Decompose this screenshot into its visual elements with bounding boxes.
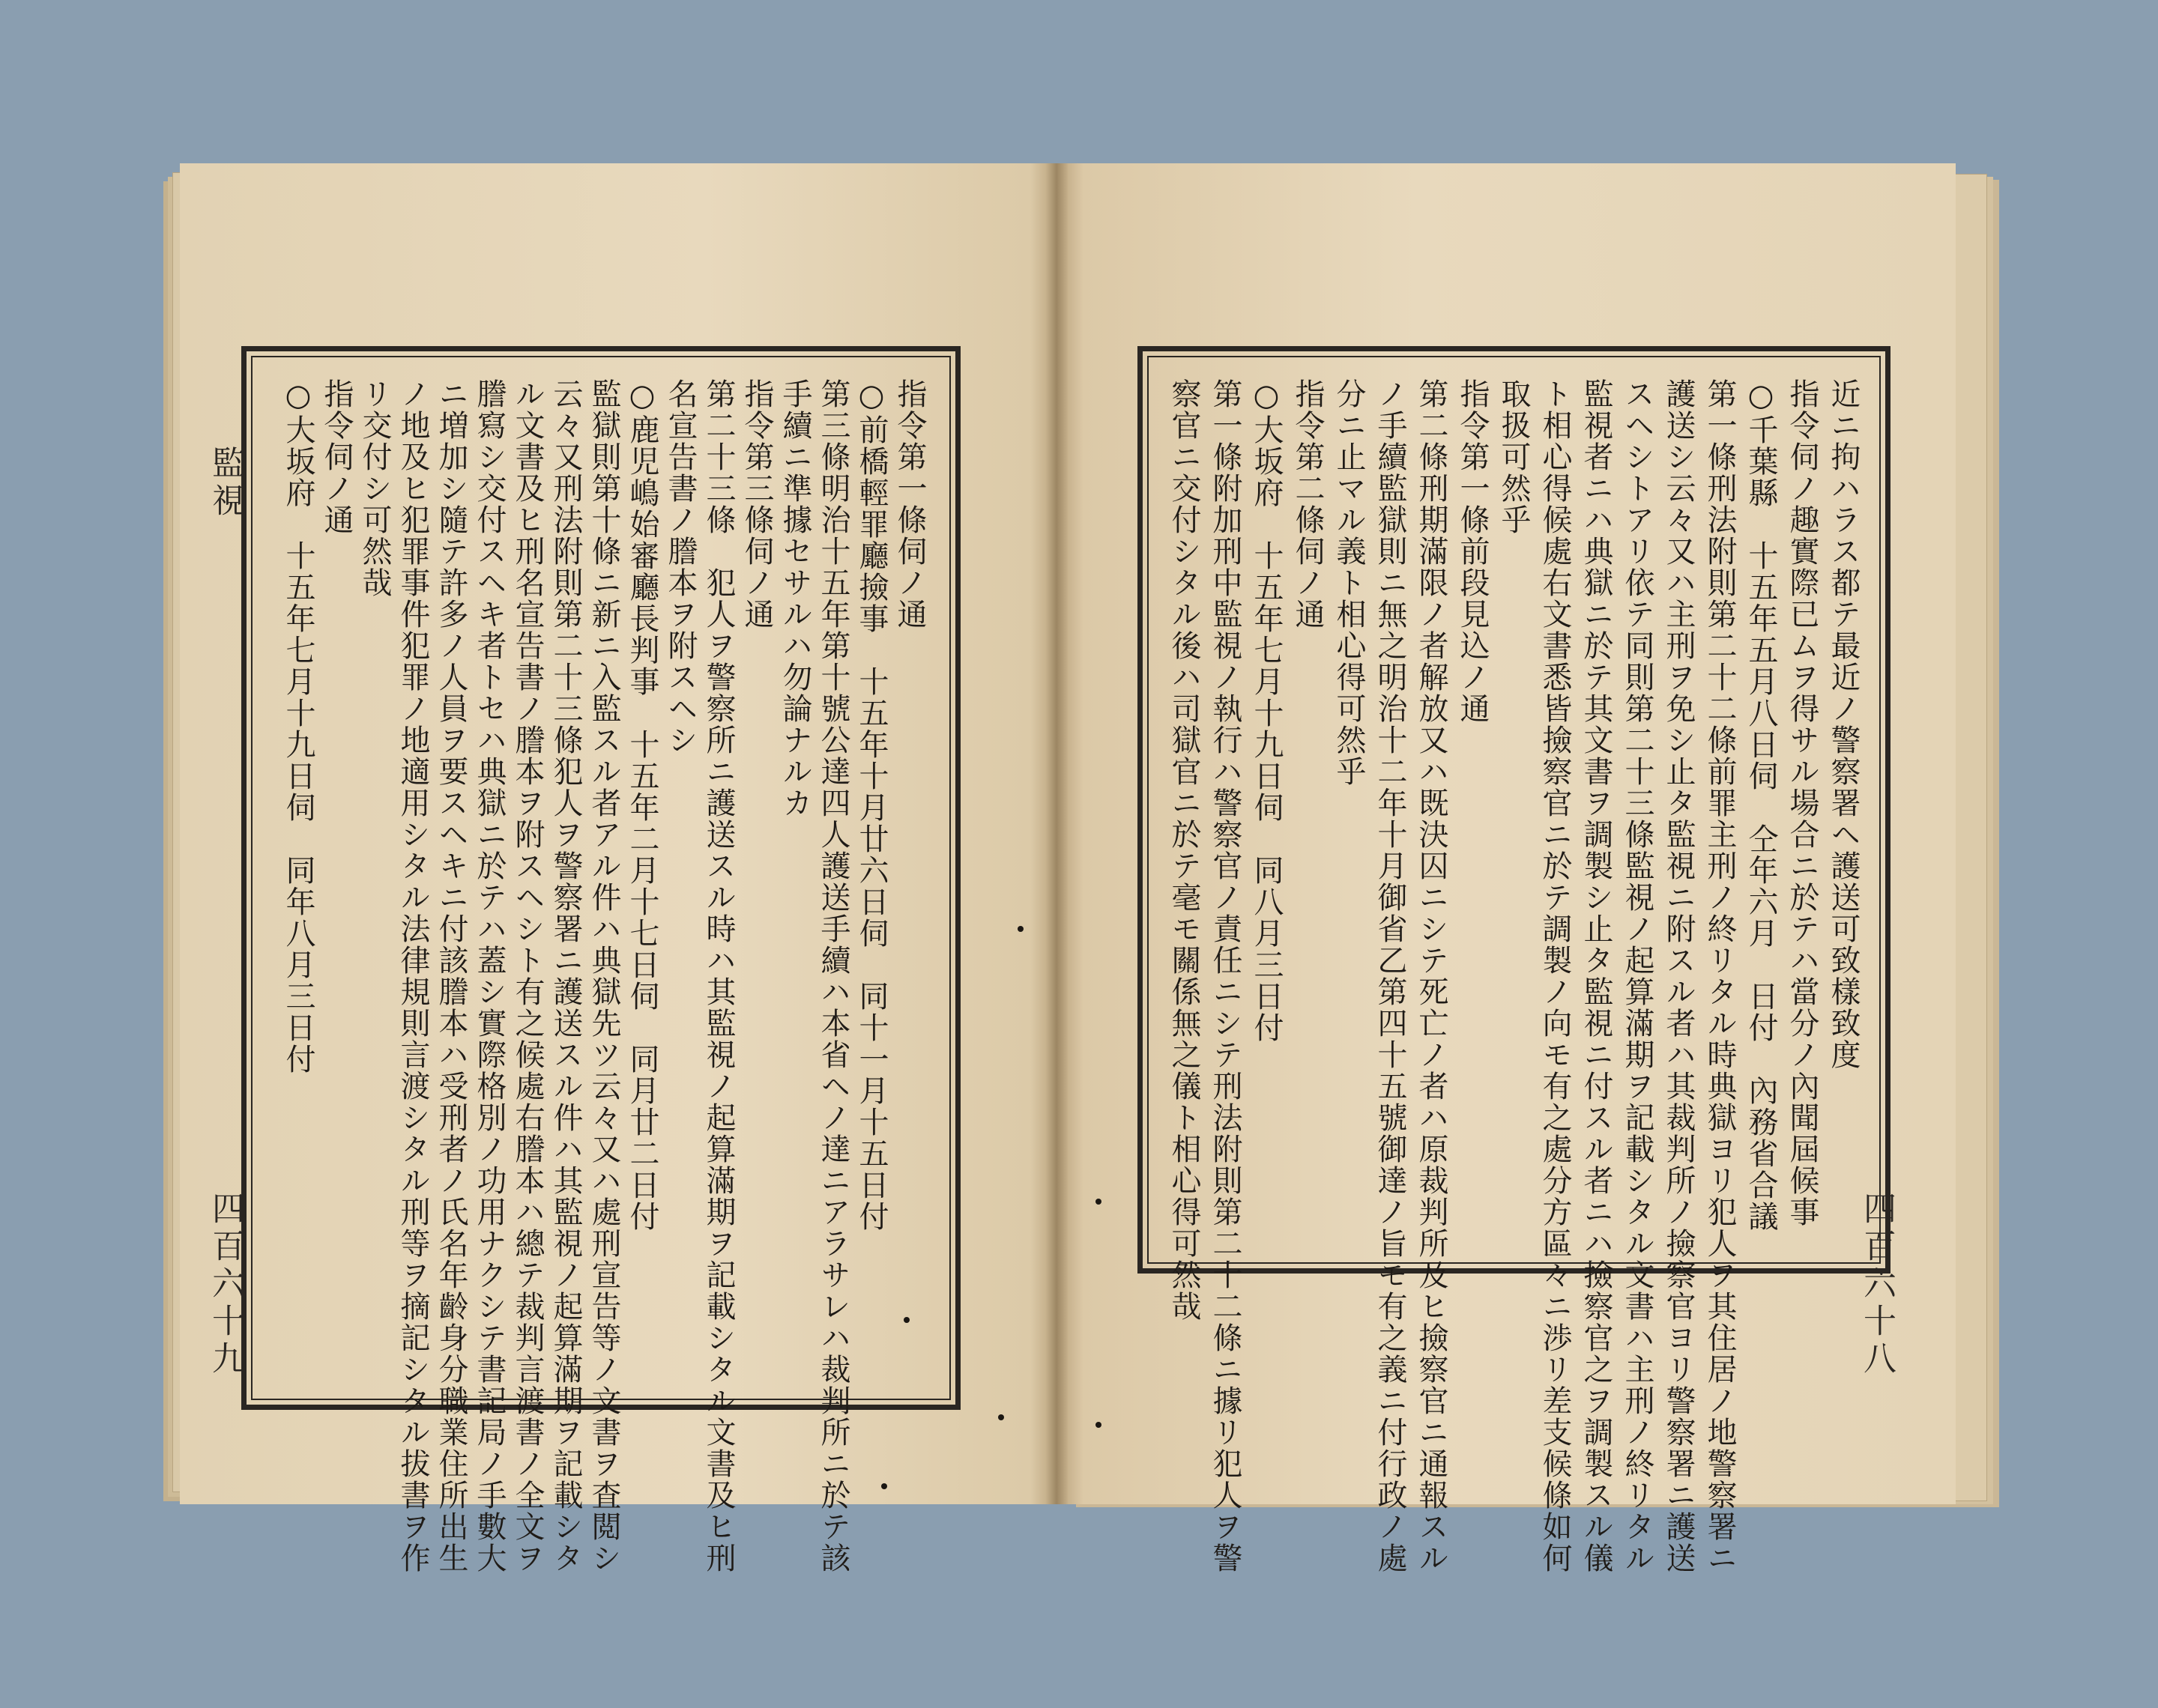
text-column: 護送シ云々又ハ主刑ヲ免シ止タ監視ニ附スル者ハ其裁判所ノ撿察官ヨリ警察署ニ護送 <box>1661 378 1696 1574</box>
binding-hole <box>998 1414 1004 1420</box>
text-column: 監視者ニハ典獄ニ於テ其文書ヲ調製シ止タ監視ニ付スル者ニハ撿察官之ヲ調製スル儀 <box>1579 378 1613 1574</box>
text-column: 指令第一條伺ノ通 <box>892 378 927 630</box>
binding-hole <box>1018 926 1024 932</box>
text-column: ○鹿児嶋始審廳長判事 十五年二月十七日伺 同月廿二日付 <box>625 378 659 1232</box>
text-column: ニ増加シ隨テ許多ノ人員ヲ要スヘキニ付該謄本ハ受刑者ノ氏名年齡身分職業住所出生 <box>434 378 468 1574</box>
text-column: 第三條明治十五年第十號公達四人護送手續ハ本省ヘノ達ニアラサレハ裁判所ニ於テ該 <box>816 378 850 1574</box>
text-column: ○大坂府 十五年七月十九日伺 同年八月三日付 <box>281 378 315 1075</box>
text-column: 察官ニ交付シタル後ハ司獄官ニ於テ毫モ關係無之儀ト相心得可然哉 <box>1167 378 1201 1322</box>
binding-hole <box>1095 1422 1101 1428</box>
text-column: 第一條附加刑中監視ノ執行ハ警察官ノ責任ニシテ刑法附則第二十二條ニ據リ犯人ヲ警 <box>1208 378 1242 1574</box>
left-page-number: 四百六十九 <box>206 1191 244 1378</box>
text-column: リ交付シ可然哉 <box>357 378 392 599</box>
text-column: 分ニ止マル義ト相心得可然乎 <box>1332 378 1366 787</box>
binding-hole <box>1095 1199 1101 1205</box>
text-column: 云々又刑法附則第二十三條犯人ヲ警察署ニ護送スル件ハ其監視ノ起算滿期ヲ記載シタ <box>548 378 583 1574</box>
text-column: ○前橋輕罪廳撿事 十五年十月廿六日伺 同十一月十五日付 <box>854 378 889 1232</box>
text-column: 名宣告書ノ謄本ヲ附スヘシ <box>663 378 698 756</box>
text-column: 謄寫シ交付スヘキ者トセハ典獄ニ於テハ蓋シ實際格別ノ功用ナクシテ書記局ノ手數大 <box>472 378 507 1574</box>
text-column: ル文書及ヒ刑名宣告書ノ謄本ヲ附スヘシト有之候處右謄本ハ總テ裁判言渡書ノ全文ヲ <box>510 378 545 1574</box>
text-column: 取扱可然乎 <box>1496 378 1531 536</box>
book-gutter <box>1045 163 1068 1504</box>
binding-hole <box>881 1483 887 1489</box>
text-column: 手續ニ準據セサルハ勿論ナルカ <box>778 378 812 819</box>
text-column: ト相心得候處右文書悉皆撿察官ニ於テ調製ノ向モ有之處分方區々ニ渉リ差支候條如何 <box>1538 378 1572 1574</box>
left-running-title: 監視 <box>206 446 244 521</box>
text-column: 近ニ拘ハラス都テ最近ノ警察署ヘ護送可致樣致度 <box>1826 378 1861 1070</box>
text-column: 指令伺ノ趣實際已ムヲ得サル場合ニ於テハ當分ノ內聞屆候事 <box>1785 378 1819 1228</box>
right-page-number: 四百六十八 <box>1858 1191 1896 1378</box>
text-column: ○千葉縣 十五年五月八日伺 仝年六月 日付 內務省合議 <box>1744 378 1778 1232</box>
binding-hole <box>904 1317 910 1323</box>
text-column: スヘシトアリ依テ同則第二十三條監視ノ起算滿期ヲ記載シタル文書ハ主刑ノ終リタル <box>1620 378 1654 1574</box>
text-column: 指令第一條前段見込ノ通 <box>1455 378 1490 724</box>
text-column: 監獄則第十條ニ新ニ入監スル者アル件ハ典獄先ツ云々又ハ處刑宣告等ノ文書ヲ査閲シ <box>587 378 621 1574</box>
text-column: ○大坂府 十五年七月十九日伺 同八月三日付 <box>1249 378 1284 1044</box>
text-column: 指令第三條伺ノ通 <box>740 378 774 630</box>
text-column: ノ手續監獄則ニ無之明治十二年十月御省乙第四十五號御達ノ旨モ有之義ニ付行政ノ處 <box>1373 378 1407 1574</box>
text-column: 指令伺ノ通 <box>319 378 354 536</box>
text-column: 第二條刑期滿限ノ者解放又ハ既決囚ニシテ死亡ノ者ハ原裁判所及ヒ撿察官ニ通報スル <box>1414 378 1448 1574</box>
text-column: 第一條刑法附則第二十二條前罪主刑ノ終リタル時典獄ヨリ犯人ヲ其住居ノ地警察署ニ <box>1702 378 1737 1574</box>
text-column: 指令第二條伺ノ通 <box>1290 378 1325 630</box>
text-column: ノ地及ヒ犯罪事件犯罪ノ地適用シタル法律規則言渡シタル刑等ヲ摘記シタル拔書ヲ作 <box>396 378 430 1574</box>
text-column: 第二十三條 犯人ヲ警察所ニ護送スル時ハ其監視ノ起算滿期ヲ記載シタル文書及ヒ刑 <box>701 378 736 1574</box>
